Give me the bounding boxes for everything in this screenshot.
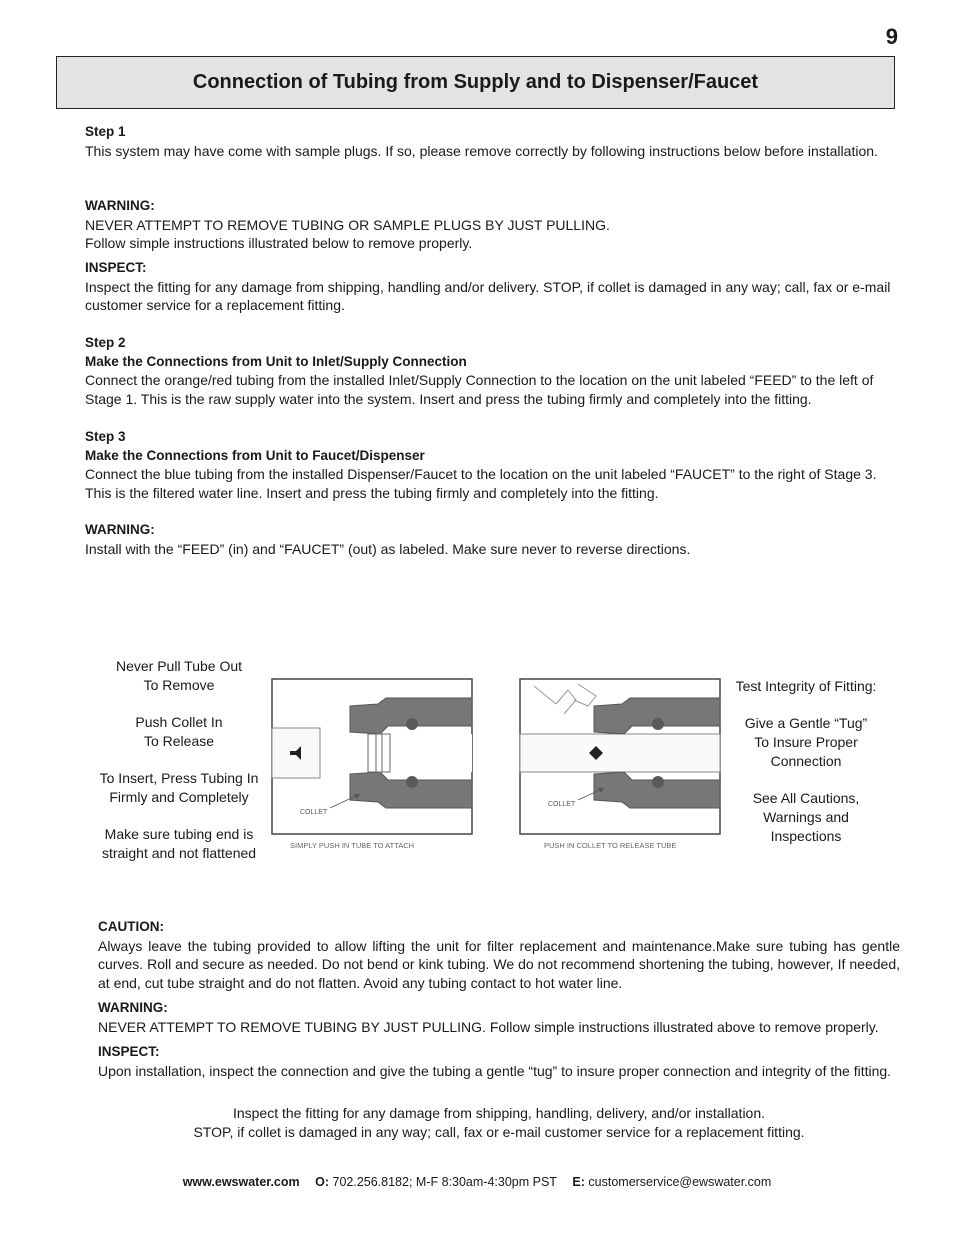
note-line: Never Pull Tube Out (115, 658, 243, 674)
warning2-heading: WARNING: (85, 522, 155, 537)
inspect1-heading: INSPECT: (85, 260, 147, 275)
warning2-text: Install with the “FEED” (in) and “FAUCET” (out) as labeled. Make sure never to reverse directions. (85, 540, 691, 557)
inspect2-heading: INSPECT: (98, 1044, 160, 1059)
page-title: Connection of Tubing from Supply and to Dispenser/Faucet (192, 71, 759, 93)
note-line: Warnings and (763, 808, 849, 825)
warning1-section (85, 197, 895, 253)
note-line: Give a Gentle “Tug” (744, 715, 868, 732)
note-line: Firmly and Completely (109, 788, 249, 805)
left-note (88, 657, 270, 694)
inspect1-text: Inspect the fitting for any damage from shipping, handling and/or delivery. STOP, if collet is damaged in any way; call, fax or e-mail customer service for a replacement fitting. (85, 278, 891, 314)
step3-heading: Step 3 (85, 429, 126, 444)
caution-section (98, 918, 900, 993)
final-notes (98, 1104, 900, 1141)
see-cautions-note (724, 789, 888, 845)
note-line: To Insert, Press Tubing In (99, 770, 259, 787)
footer-email-value[interactable]: customerservice@ewswater.com (588, 1175, 772, 1189)
step3-section (85, 428, 895, 503)
footer (0, 1175, 954, 1189)
step3-text: Connect the blue tubing from the installed Dispenser/Faucet to the location on the unit labeled “FAUCET” to the right of Stage 3. This is the filtered water line. Insert and press the tubing firmly and completely into the fitting. (85, 466, 877, 502)
step2-section (85, 334, 895, 409)
note-line: To Remove (143, 676, 215, 693)
note-line: To Release (143, 732, 215, 749)
left-note (88, 769, 270, 806)
note-line: Inspections (770, 827, 842, 844)
caution-text: Always leave the tubing provided to allow lifting the unit for filter replacement and maintenance.Make sure tubing has gentle curves. Roll and secure as needed. Do not bend or kink tubing. We do not recommend shortening the tubing, however, If needed, at end, cut tube straight and do not flatten. Avoid any tubing contact to hot water line. (98, 937, 900, 992)
footer-office-label: O: (315, 1175, 330, 1189)
footer-website[interactable]: www.ewswater.com (182, 1175, 300, 1189)
step3-subheading: Make the Connections from Unit to Faucet/Dispenser (85, 447, 425, 463)
footer-email-label: E: (572, 1175, 585, 1189)
step2-text: Connect the orange/red tubing from the installed Inlet/Supply Connection to the location on the unit labeled “FEED” to the left of Stage 1. This is the raw supply water into the system. Insert and press the tubing firmly and completely into the fitting. (85, 372, 874, 408)
test-integrity-title: Test Integrity of Fitting: (735, 678, 877, 694)
left-note (88, 825, 270, 862)
inspect2-text: Upon installation, inspect the connection and give the tubing a gentle “tug” to insure proper connection and integrity of the fitting. (98, 1062, 892, 1079)
warning3-heading: WARNING: (98, 1000, 168, 1015)
warning3-section (98, 999, 900, 1036)
figure-caption: PUSH IN COLLET TO RELEASE TUBE (544, 841, 677, 850)
note-line: Make sure tubing end is (104, 826, 254, 843)
note-line: See All Cautions, (752, 790, 860, 807)
step1-heading: Step 1 (85, 124, 126, 139)
push-in-tube-figure (268, 676, 478, 856)
inspect2-section (98, 1043, 900, 1080)
left-note (88, 713, 270, 750)
step1-text: This system may have come with sample plugs. If so, please remove correctly by following instructions below before installation. (85, 142, 878, 159)
step2-subheading: Make the Connections from Unit to Inlet/Supply Connection (85, 353, 467, 369)
tug-note (724, 714, 888, 770)
step2-heading: Step 2 (85, 335, 126, 350)
note-line: straight and not flattened (101, 844, 257, 861)
warning2-section (85, 521, 895, 558)
note-line: Push Collet In (135, 714, 223, 731)
figure-caption: SIMPLY PUSH IN TUBE TO ATTACH (290, 841, 415, 850)
warning1-line2: Follow simple instructions illustrated below to remove properly. (85, 235, 473, 252)
step1-section (85, 123, 895, 160)
release-collet-figure (516, 676, 726, 856)
footer-office-value: 702.256.8182; M-F 8:30am-4:30pm PST (332, 1175, 557, 1189)
title-banner (56, 56, 895, 109)
final-note-line1: Inspect the fitting for any damage from shipping, handling, delivery, and/or installation. (232, 1105, 766, 1121)
warning1-line1: NEVER ATTEMPT TO REMOVE TUBING OR SAMPLE PLUGS BY JUST PULLING. (85, 216, 610, 233)
collet-label: COLLET (300, 809, 328, 816)
caution-heading: CAUTION: (98, 919, 164, 934)
left-instructions (88, 657, 270, 881)
inspect1-section (85, 259, 895, 315)
warning1-heading: WARNING: (85, 198, 155, 213)
note-line: To Insure Proper (754, 734, 858, 751)
warning3-text: NEVER ATTEMPT TO REMOVE TUBING BY JUST PULLING. Follow simple instructions illustrated above to remove properly. (98, 1018, 879, 1035)
collet-label: COLLET (548, 801, 576, 808)
note-line: Connection (770, 752, 842, 769)
final-note-line2: STOP, if collet is damaged in any way; call, fax or e-mail customer service for a replacement fitting. (193, 1123, 805, 1140)
right-instructions (724, 677, 888, 864)
page-number: 9 (885, 24, 898, 49)
